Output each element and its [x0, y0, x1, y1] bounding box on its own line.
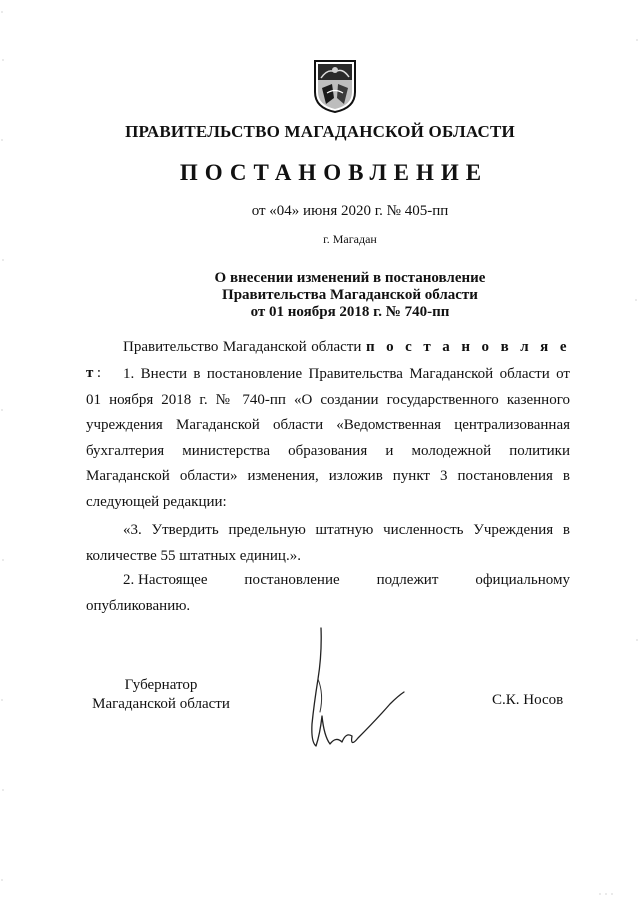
signatory-title-line-1: Губернатор — [124, 677, 198, 693]
organization-name: ПРАВИТЕЛЬСТВО МАГАДАНСКОЙ ОБЛАСТИ — [125, 122, 515, 141]
item-2-word: официальному — [475, 572, 570, 588]
subject-line-3: от 01 ноября 2018 г. № 740-пп — [250, 304, 450, 320]
signatory-name: С.К. Носов — [492, 692, 564, 708]
coat-of-arms-emblem — [312, 58, 358, 114]
signatory-title — [86, 676, 236, 714]
intro-decree-word: п о с т а н о в л я е т — [86, 339, 570, 381]
handwritten-signature — [300, 624, 412, 750]
item-1-quote-paragraph — [86, 518, 570, 569]
intro-text: Правительство Магаданской области — [123, 339, 366, 355]
subject-line-1: О внесении изменений в постановление — [214, 270, 486, 286]
document-city: г. Магадан — [323, 232, 377, 246]
item-1-quote-text: «3. Утвердить предельную штатную численность Учреждения в количестве 55 штатных единиц.». — [86, 522, 570, 564]
item-1-paragraph — [86, 362, 570, 515]
intro-colon: : — [96, 364, 102, 381]
document-date-number: от «04» июня 2020 г. № 405-пп — [251, 203, 449, 219]
item-2-last-line: опубликованию. — [86, 597, 191, 614]
item-2-first-line — [86, 568, 570, 594]
item-1-text: 1. Внести в постановление Правительства Магаданской области от 01 ноября 2018 г. № 740-пп «О создании государственного казенного учреждения Магаданской области «Ведомственная централизованная бухгалтерия министерства образования и молодежной политики Магаданской области» изменения, изложив пункт 3 постановления в следующей редакции: — [86, 366, 570, 510]
document-subject — [0, 270, 640, 321]
item-2-word: постановление — [244, 572, 340, 588]
subject-line-2: Правительства Магаданской области — [222, 287, 478, 303]
document-type-title: ПОСТАНОВЛЕНИЕ — [179, 160, 489, 185]
item-2-word: подлежит — [376, 572, 439, 588]
signatory-title-line-2: Магаданской области — [92, 696, 230, 712]
item-2-word: 2. Настоящее — [123, 572, 208, 588]
item-2-paragraph — [86, 568, 570, 619]
